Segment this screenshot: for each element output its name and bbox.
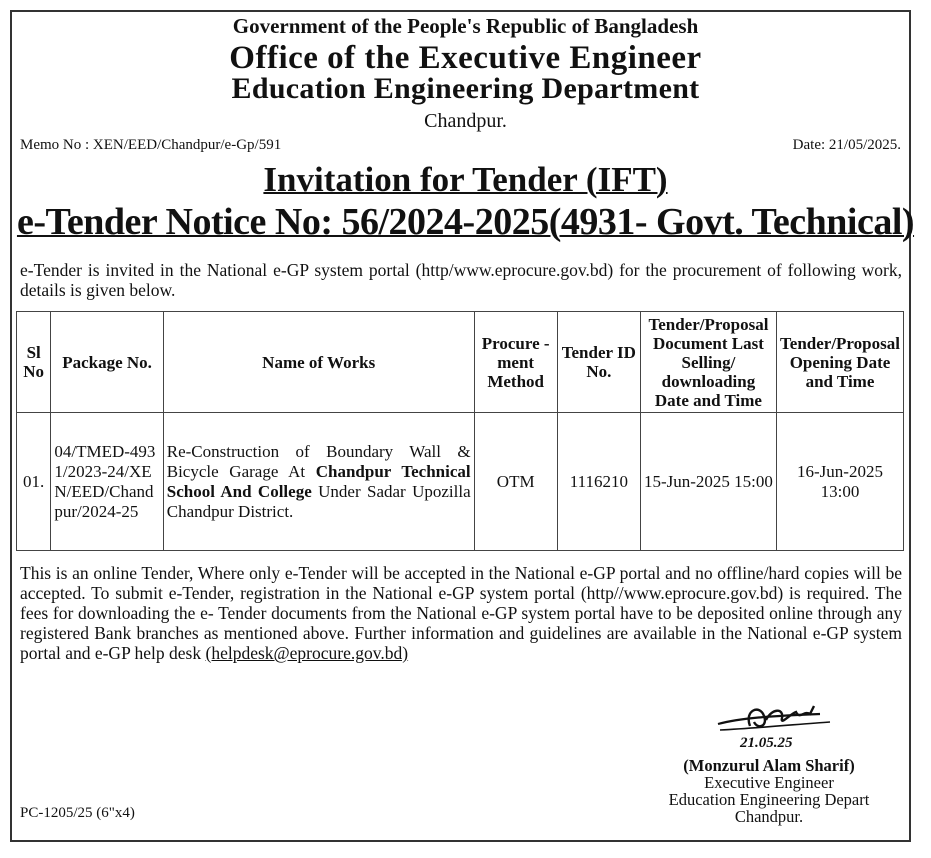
notice-date: Date: 21/05/2025. [792, 137, 901, 153]
works-text-pre: Re-Construction of Boundary Wall & Bicycle Garage At [166, 441, 471, 481]
header-opening-date: Tender/Proposal Opening Date and Time [776, 312, 903, 413]
tender-notice-number: e-Tender Notice No: 56/2024-2025(4931- Govt. Technical) [16, 201, 915, 243]
cell-method: OTM [474, 413, 557, 551]
signatory-city: Chandpur. [734, 807, 804, 826]
terms-text: This is an online Tender, Where only e-Tender will be accepted in the National e-GP portal and no offline/hard copies will be accepted. To submit e-Tender, registration in the National e-GP system portal (http//www.eprocure.gov.bd) is required. The fees for downloading the e- Tender documents from the National e-GP system portal have to be deposited online through any registered Bank branches as mentioned above. Further information and guidelines are available in the National e-GP system portal and e-GP help desk [20, 563, 902, 663]
cell-works [163, 413, 474, 551]
government-heading: Government of the People's Republic of Bangladesh [232, 14, 699, 38]
header-works: Name of Works [163, 312, 474, 413]
cell-sl: 01. [17, 413, 51, 551]
header-selling-date: Tender/Proposal Document Last Selling/ downloading Date and Time [640, 312, 776, 413]
table-header-row [17, 312, 904, 413]
pc-reference: PC-1205/25 (6"x4) [20, 805, 135, 821]
signatory-department: Education Engineering Depart [668, 790, 870, 809]
cell-package: 04/TMED-4931/2023-24/XEN/EED/Chandpur/2024-25 [51, 413, 163, 551]
cell-selling-date: 15-Jun-2025 15:00 [640, 413, 776, 551]
intro-paragraph: e-Tender is invited in the National e-GP system portal (http/www.eprocure.gov.bd) for the procurement of following work, details is given below. [20, 260, 902, 300]
office-title: Office of the Executive Engineer [229, 40, 702, 76]
works-school-name: Chandpur Technical School And College [166, 461, 471, 501]
office-location: Chandpur. [424, 110, 507, 132]
cell-tender-id: 1116210 [557, 413, 640, 551]
tender-table [16, 311, 904, 551]
signature-date: 21.05.25 [740, 735, 793, 751]
signature-block [639, 757, 899, 825]
department-title: Education Engineering Department [231, 72, 700, 105]
terms-paragraph [20, 563, 902, 663]
header-sl: Sl No [17, 312, 51, 413]
header-package: Package No. [51, 312, 163, 413]
signatory-designation: Executive Engineer [704, 773, 834, 792]
memo-number: Memo No : XEN/EED/Chandpur/e-Gp/591 [20, 137, 282, 153]
header-method: Procure -ment Method [474, 312, 557, 413]
works-text-post: Under Sadar Upozilla Chandpur District. [166, 481, 471, 521]
header-tender-id: Tender ID No. [557, 312, 640, 413]
helpdesk-link[interactable]: (helpdesk@eprocure.gov.bd) [205, 643, 409, 663]
handwritten-signature [700, 700, 850, 752]
table-row [17, 413, 904, 551]
document-title: Invitation for Tender (IFT) [263, 160, 668, 199]
cell-opening-date: 16-Jun-2025 13:00 [776, 413, 903, 551]
signatory-name: (Monzurul Alam Sharif) [683, 756, 855, 775]
